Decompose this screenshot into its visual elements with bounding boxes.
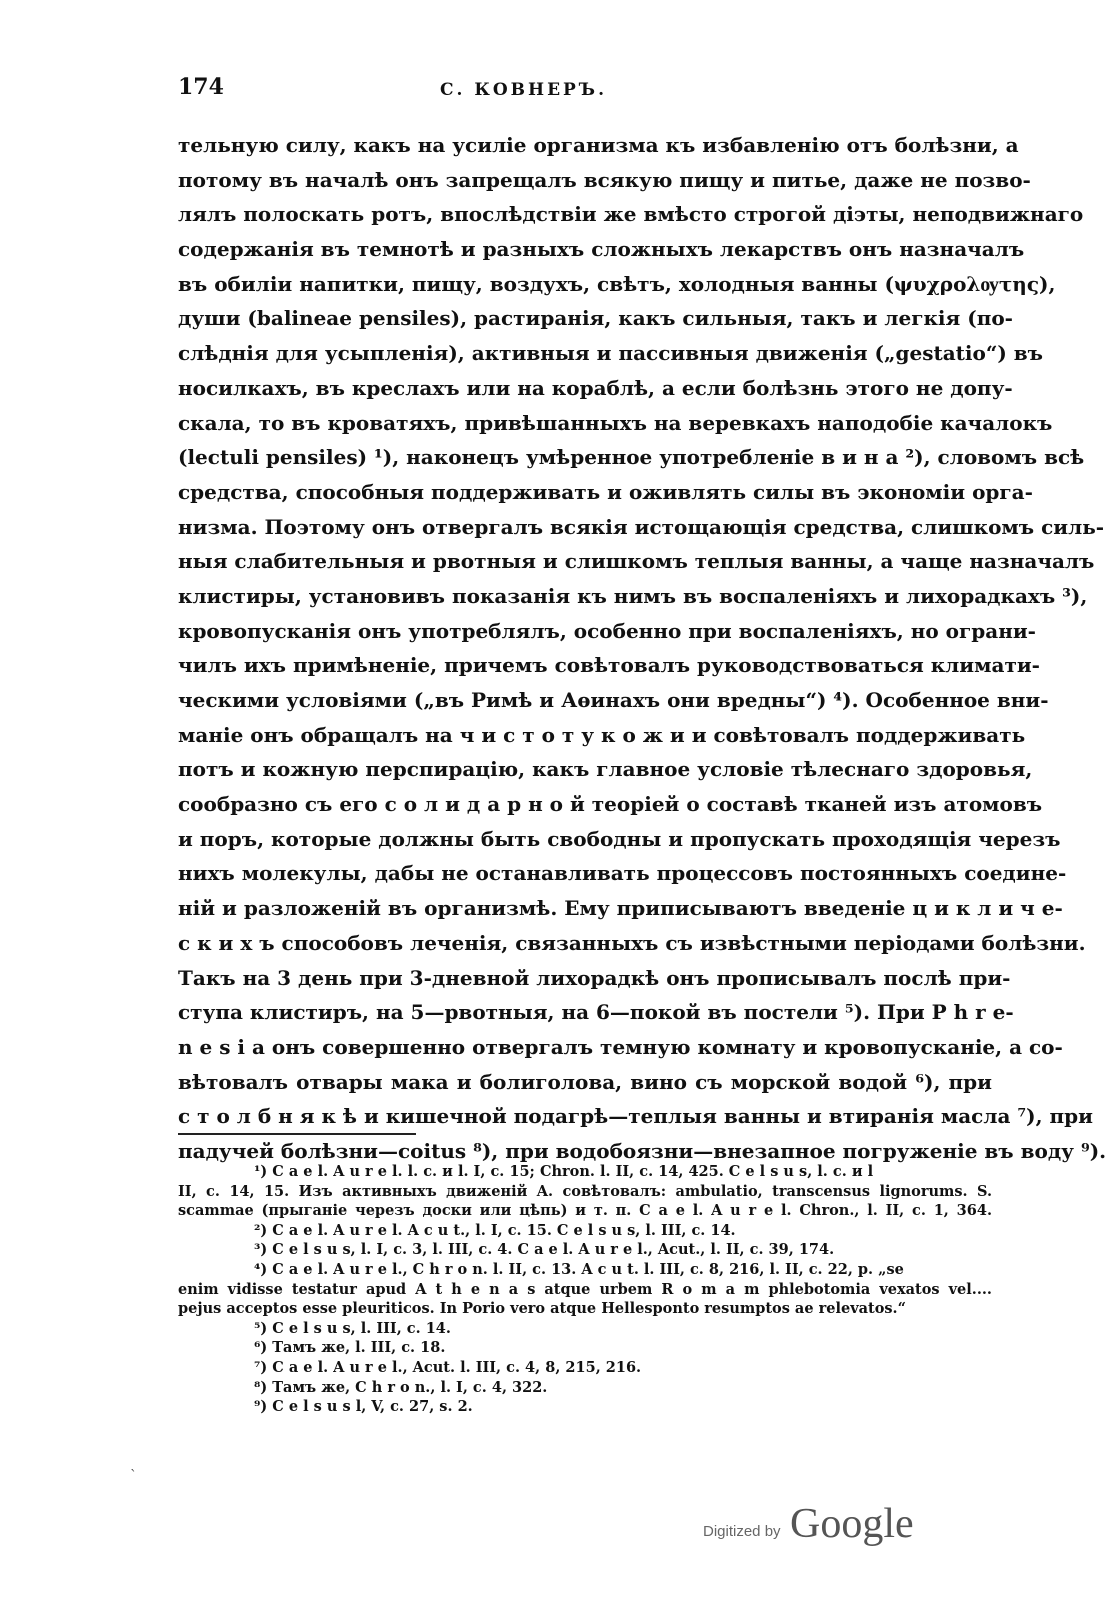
footnote-line: II, c. 14, 15. Изъ активныхъ движеній A. совѣтовалъ: ambulatio, transcensus lignorums. S.: [178, 1182, 992, 1200]
footnote-line: ⁶) Тамъ же, l. III, c. 18.: [254, 1339, 446, 1357]
text-line: сообразно съ его с о л и д а р н о й теоріей о составѣ тканей изъ атомовъ: [178, 792, 1043, 817]
footnote-line: ⁴) C a e l. A u r e l., C h r o n. l. II, c. 13. A c u t. l. III, c. 8, 216, l. II, c. 22, p. „se: [254, 1260, 904, 1278]
text-line: души (balineae pensiles), растиранія, какъ сильныя, такъ и легкія (по-: [178, 306, 1013, 331]
footnote-rule: [178, 1133, 416, 1135]
text-line: клистиры, установивъ показанія къ нимъ въ воспаленіяхъ и лихорадкахъ ³),: [178, 583, 1088, 608]
text-line: носилкахъ, въ креслахъ или на кораблѣ, а если болѣзнь этого не допу-: [178, 375, 1013, 400]
footnotes: [178, 1162, 992, 1417]
text-line: нихъ молекулы, дабы не останавливать процессовъ постоянныхъ соедине-: [178, 861, 1067, 886]
text-line: с т о л б н я к ѣ и кишечной подагрѣ—теплыя ванны и втиранія масла ⁷), при: [178, 1104, 1093, 1129]
text-line: лялъ полоскать ротъ, впослѣдствіи же вмѣсто строгой діэты, неподвижнаго: [178, 202, 1084, 227]
text-line: ческими условіями („въ Римѣ и Аѳинахъ они вредны“) ⁴). Особенное вни-: [178, 688, 1049, 712]
text-line: (lectuli pensiles) ¹), наконецъ умѣренное употребленіе в и н а ²), словомъ всѣ: [178, 445, 1085, 470]
text-line: с к и х ъ способовъ леченія, связанныхъ съ извѣстными періодами болѣзни.: [178, 930, 1086, 955]
footnote-line: ⁷) C a e l. A u r e l., Acut. l. III, c. 4, 8, 215, 216.: [254, 1358, 642, 1376]
text-line: чилъ ихъ примѣненіе, причемъ совѣтовалъ руководствоваться климати-: [178, 653, 1040, 678]
footnote-line: ³) C e l s u s, l. I, c. 3, l. III, c. 4. C a e l. A u r e l., Acut., l. II, c. 39, 174.: [254, 1241, 835, 1259]
text-line: содержанія въ темнотѣ и разныхъ сложныхъ лекарствъ онъ назначалъ: [178, 237, 1025, 262]
text-line: маніе онъ обращалъ на ч и с т о т у к о ж и и совѣтовалъ поддерживать: [178, 722, 1026, 747]
text-line: средства, способныя поддерживать и оживлять силы въ экономіи орга-: [178, 479, 1033, 504]
text-line: и поръ, которые должны быть свободны и пропускать проходящія черезъ: [178, 826, 1061, 851]
text-line: падучей болѣзни—coitus ⁸), при водобоязни—внезапное погруженіе въ воду ⁹).: [178, 1138, 1106, 1163]
text-line: тельную силу, какъ на усиліе организма къ избавленію отъ болѣзни, а: [178, 133, 1019, 157]
text-line: Такъ на 3 день при 3-дневной лихорадкѣ онъ прописывалъ послѣ при-: [178, 965, 1011, 990]
body-text: [178, 128, 1106, 1169]
text-line: кровопусканія онъ употреблялъ, особенно при воспаленіяхъ, но ограни-: [178, 618, 1036, 643]
running-head: С. КОВНЕРЪ.: [440, 80, 607, 100]
stray-mark: ˋ: [130, 1468, 137, 1484]
footnote-line: scammae (прыганіе черезъ доски или цѣпь) и т. п. C a e l. A u r e l. Chron., l. II, c. 1, 364.: [178, 1202, 992, 1220]
text-line: n e s i a онъ совершенно отвергалъ темную комнату и кровопусканіе, а со-: [178, 1034, 1063, 1059]
text-line: ній и разложеній въ организмѣ. Ему приписываютъ введеніе ц и к л и ч е-: [178, 896, 1063, 921]
digitized-watermark: [703, 1498, 923, 1548]
footnote-line: ¹) C a e l. A u r e l. l. c. и l. I, c. 15; Chron. l. II, c. 14, 425. C e l s u s, l. c. и l: [254, 1163, 874, 1180]
text-line: скала, то въ кроватяхъ, привѣшанныхъ на веревкахъ наподобіе качалокъ: [178, 410, 1053, 435]
text-line: ступа клистиръ, на 5—рвотныя, на 6—покой въ постели ⁵). При P h r e-: [178, 1000, 1014, 1025]
text-line: въ обиліи напитки, пищу, воздухъ, свѣтъ, холодныя ванны (ψυχρολѹτης),: [178, 271, 1056, 296]
text-line: потому въ началѣ онъ запрещалъ всякую пищу и питье, даже не позво-: [178, 167, 1031, 192]
watermark-prefix: Digitized by: [703, 1523, 781, 1540]
text-line: потъ и кожную перспирацію, какъ главное условіе тѣлеснаго здоровья,: [178, 757, 1033, 782]
footnote-line: pejus acceptos esse pleuriticos. In Porio vero atque Hellesponto resumptos ae relevatos.“: [178, 1300, 906, 1318]
text-line: ныя слабительныя и рвотныя и слишкомъ теплыя ванны, а чаще назначалъ: [178, 549, 1095, 574]
footnote-line: ²) C a e l. A u r e l. A c u t., l. I, c. 15. C e l s u s, l. III, c. 14.: [254, 1221, 736, 1239]
footnote-line: enim vidisse testatur apud A t h e n a s atque urbem R o m a m phlebotomia vexatos vel....: [178, 1280, 992, 1298]
footnote-line: ⁸) Тамъ же, C h r o n., l. I, c. 4, 322.: [254, 1378, 548, 1396]
footnote-line: ⁵) C e l s u s, l. III, c. 14.: [254, 1319, 451, 1337]
text-line: низма. Поэтому онъ отвергалъ всякія истощающія средства, слишкомъ силь-: [178, 514, 1105, 539]
text-line: слѣднія для усыпленія), активныя и пассивныя движенія („gestatio“) въ: [178, 341, 1043, 366]
page-number: 174: [178, 74, 224, 100]
footnote-line: ⁹) C e l s u s l, V, c. 27, s. 2.: [254, 1398, 473, 1416]
google-logo: Google: [790, 1501, 914, 1547]
text-line: вѣтовалъ отвары мака и болиголова, вино съ морской водой ⁶), при: [178, 1069, 992, 1094]
